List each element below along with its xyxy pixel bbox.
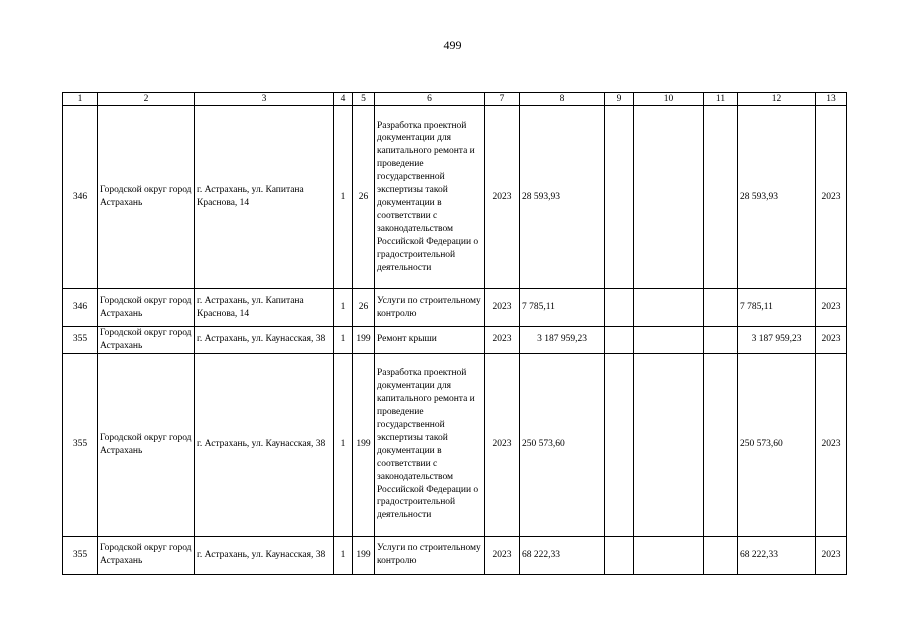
cell-year: 2023 <box>485 106 520 289</box>
cell-number: 355 <box>63 327 98 354</box>
cell-col9 <box>605 327 634 354</box>
cell-col10 <box>634 289 704 327</box>
column-header: 6 <box>375 93 485 106</box>
cell-total: 28 593,93 <box>738 106 816 289</box>
table-row <box>63 289 847 327</box>
column-header: 1 <box>63 93 98 106</box>
cell-number: 355 <box>63 353 98 536</box>
cell-cost: 68 222,33 <box>520 536 605 574</box>
cell-col5: 199 <box>353 327 375 354</box>
column-header: 11 <box>704 93 738 106</box>
cell-col4: 1 <box>334 536 353 574</box>
column-header: 9 <box>605 93 634 106</box>
page-number: 499 <box>443 38 462 52</box>
cell-col5: 26 <box>353 289 375 327</box>
table-row <box>63 106 847 289</box>
cell-address: г. Астрахань, ул. Каунасская, 38 <box>195 536 334 574</box>
column-header: 4 <box>334 93 353 106</box>
cell-col5: 199 <box>353 536 375 574</box>
column-header: 10 <box>634 93 704 106</box>
column-header: 12 <box>738 93 816 106</box>
cell-number: 346 <box>63 106 98 289</box>
cell-address: г. Астрахань, ул. Капитана Краснова, 14 <box>195 106 334 289</box>
cell-col4: 1 <box>334 289 353 327</box>
cell-year: 2023 <box>485 289 520 327</box>
cell-col11 <box>704 106 738 289</box>
cell-municipality: Городской округ город Астрахань <box>98 106 195 289</box>
cell-total: 7 785,11 <box>738 289 816 327</box>
column-header: 2 <box>98 93 195 106</box>
cell-col9 <box>605 536 634 574</box>
header-row <box>63 93 847 106</box>
cell-col11 <box>704 289 738 327</box>
cell-municipality: Городской округ город Астрахань <box>98 327 195 354</box>
cell-work-type: Услуги по строительному контролю <box>375 289 485 327</box>
column-header: 13 <box>816 93 847 106</box>
cell-year-end: 2023 <box>816 536 847 574</box>
column-header: 5 <box>353 93 375 106</box>
cell-work-type: Ремонт крыши <box>375 327 485 354</box>
cell-col5: 26 <box>353 106 375 289</box>
column-header: 7 <box>485 93 520 106</box>
table-row <box>63 327 847 354</box>
cell-col10 <box>634 106 704 289</box>
cell-work-type: Услуги по строительному контролю <box>375 536 485 574</box>
cell-address: г. Астрахань, ул. Каунасская, 38 <box>195 353 334 536</box>
cell-address: г. Астрахань, ул. Каунасская, 38 <box>195 327 334 354</box>
cell-total: 3 187 959,23 <box>738 327 816 354</box>
cell-col4: 1 <box>334 327 353 354</box>
cell-col11 <box>704 327 738 354</box>
cell-year: 2023 <box>485 353 520 536</box>
cell-municipality: Городской округ город Астрахань <box>98 289 195 327</box>
cell-col4: 1 <box>334 353 353 536</box>
cell-col4: 1 <box>334 106 353 289</box>
column-header: 8 <box>520 93 605 106</box>
cell-total: 68 222,33 <box>738 536 816 574</box>
cell-col11 <box>704 353 738 536</box>
table-row <box>63 353 847 536</box>
cell-municipality: Городской округ город Астрахань <box>98 536 195 574</box>
cell-year-end: 2023 <box>816 327 847 354</box>
cell-address: г. Астрахань, ул. Капитана Краснова, 14 <box>195 289 334 327</box>
cell-col11 <box>704 536 738 574</box>
column-header: 3 <box>195 93 334 106</box>
registry-table <box>62 92 847 575</box>
cell-cost: 28 593,93 <box>520 106 605 289</box>
cell-municipality: Городской округ город Астрахань <box>98 353 195 536</box>
table-row <box>63 536 847 574</box>
cell-total: 250 573,60 <box>738 353 816 536</box>
cell-col10 <box>634 353 704 536</box>
cell-year: 2023 <box>485 327 520 354</box>
cell-col10 <box>634 536 704 574</box>
cell-year-end: 2023 <box>816 289 847 327</box>
cell-year-end: 2023 <box>816 353 847 536</box>
cell-cost: 3 187 959,23 <box>520 327 605 354</box>
cell-year-end: 2023 <box>816 106 847 289</box>
cell-col5: 199 <box>353 353 375 536</box>
cell-year: 2023 <box>485 536 520 574</box>
cell-cost: 7 785,11 <box>520 289 605 327</box>
cell-col9 <box>605 289 634 327</box>
cell-col10 <box>634 327 704 354</box>
cell-work-type: Разработка проектной документации для капитального ремонта и проведение государственной экспертизы такой документации в соответствии с законодательством Российской Федерации о градостроительной деятельности <box>375 353 485 536</box>
cell-cost: 250 573,60 <box>520 353 605 536</box>
cell-number: 346 <box>63 289 98 327</box>
cell-work-type: Разработка проектной документации для капитального ремонта и проведение государственной экспертизы такой документации в соответствии с законодательством Российской Федерации о градостроительной деятельности <box>375 106 485 289</box>
cell-number: 355 <box>63 536 98 574</box>
cell-col9 <box>605 106 634 289</box>
cell-col9 <box>605 353 634 536</box>
